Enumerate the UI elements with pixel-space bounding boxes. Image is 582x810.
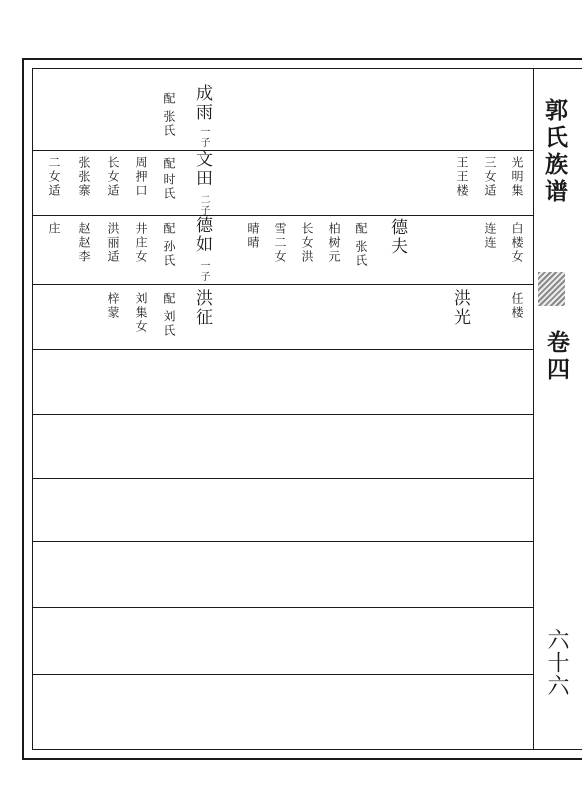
second-person-name: 德夫 xyxy=(387,218,407,256)
child-entry: 周押口 xyxy=(134,156,148,198)
child-entry: 张张寨 xyxy=(77,156,91,198)
spouse-name: 张氏 xyxy=(162,110,176,138)
person-name: 文田 xyxy=(192,150,212,188)
row-divider xyxy=(32,284,533,285)
person-name: 成雨 xyxy=(192,84,212,122)
spouse-name: 刘氏 xyxy=(162,310,176,338)
child-entry: 赵赵李 xyxy=(77,222,91,264)
row-divider xyxy=(32,541,533,542)
child-entry: 雪二女 xyxy=(273,222,287,264)
annotation-text: 连连 xyxy=(483,222,497,250)
child-entry: 庄 xyxy=(47,222,61,236)
sons-count: 一子 xyxy=(198,126,209,148)
person-name: 德如 xyxy=(192,216,212,254)
row-divider xyxy=(32,349,533,350)
annotation-text: 王王楼 xyxy=(455,156,469,198)
annotation-text: 三女适 xyxy=(483,156,497,198)
spouse-prefix: 配 xyxy=(162,157,176,171)
child-entry: 柏树元 xyxy=(327,222,341,264)
annotation-text: 任楼 xyxy=(510,292,524,320)
gutter-divider xyxy=(533,68,534,750)
sons-count: 一子 xyxy=(198,260,209,282)
row-divider xyxy=(32,150,533,151)
child-entry: 晴晴 xyxy=(246,222,260,250)
spouse-prefix: 配 xyxy=(162,92,176,106)
person-name: 洪征 xyxy=(192,289,212,327)
seal-mark xyxy=(538,272,565,306)
sons-count: 二子 xyxy=(198,194,209,216)
child-entry: 井庄女 xyxy=(134,222,148,264)
row-divider xyxy=(32,414,533,415)
second-person-name: 洪光 xyxy=(450,289,470,327)
child-entry: 二女适 xyxy=(47,156,61,198)
spouse-prefix: 配 xyxy=(162,222,176,236)
book-title: 郭氏族谱 xyxy=(541,98,568,206)
spouse-name: 孙氏 xyxy=(162,240,176,268)
page-number: 六十六 xyxy=(544,628,569,697)
spouse-prefix: 配 xyxy=(162,292,176,306)
spouse-prefix: 配 xyxy=(354,222,368,236)
annotation-text: 白楼女 xyxy=(510,222,524,264)
spouse-name: 时氏 xyxy=(162,173,176,201)
child-entry: 长女洪 xyxy=(300,222,314,264)
child-entry: 刘集女 xyxy=(134,292,148,334)
annotation-text: 光明集 xyxy=(510,156,524,198)
row-divider xyxy=(32,215,533,216)
spouse-name: 张氏 xyxy=(354,240,368,268)
volume-label: 卷四 xyxy=(543,330,570,384)
child-entry: 长女适 xyxy=(106,156,120,198)
child-entry: 洪丽适 xyxy=(106,222,120,264)
row-divider xyxy=(32,607,533,608)
row-divider xyxy=(32,674,533,675)
row-divider xyxy=(32,478,533,479)
child-entry: 梓蒙 xyxy=(106,292,120,320)
